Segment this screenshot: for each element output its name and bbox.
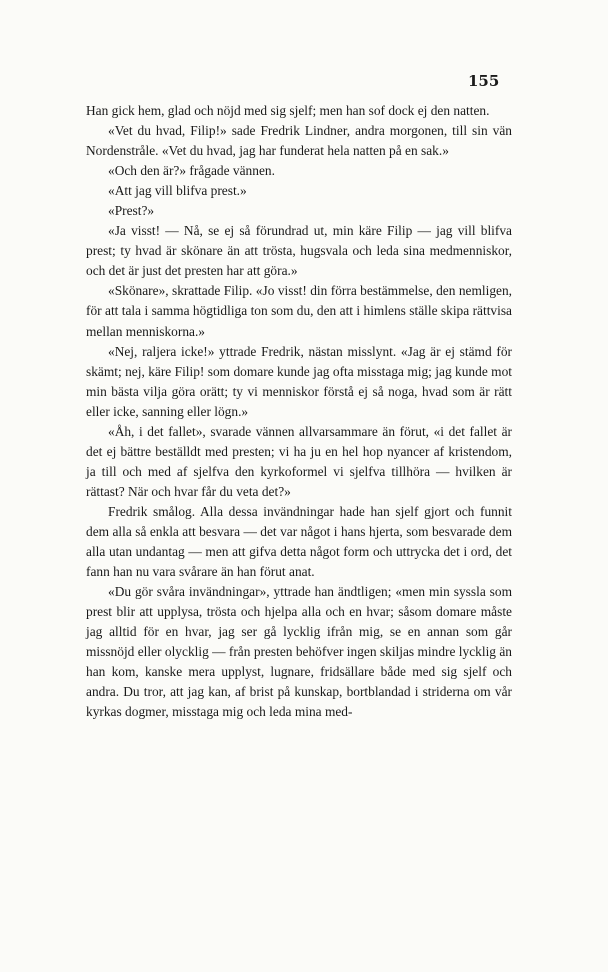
paragraph: «Skönare», skrattade Filip. «Jo visst! din förra bestämmelse, den nemligen, för att tala i samma högtidliga ton som du, den att i himlens ställe skipa rättvisa mellan menniskorna.» [86, 283, 512, 339]
paragraph: «Åh, i det fallet», svarade vännen allvarsammare än förut, «i det fallet är det ej bättre beställdt med presten; vi ha ju en hel hop nyancer af kristendom, ja till och med af sjelfva den kyrkoformel vi sjelfva tillhöra — hvilken är rättast? När och hvar får du veta det?» [86, 423, 512, 499]
paragraph: «Ja visst! — Nå, se ej så förundrad ut, min käre Filip — jag vill blifva prest; ty hvad är skönare än att trösta, hugsvala och leda sina medmenniskor, och det är just det presten har att göra.» [86, 223, 512, 279]
paragraph: Fredrik smålog. Alla dessa invändningar hade han sjelf gjort och funnit dem alla så enkla att besvara — det var något i hans hjerta, som besvarade dem alla utan undantag — men att gifva detta något form och uttrycka det i ord, det fann han nu vara svårare än han förut anat. [86, 503, 512, 580]
body-text [86, 101, 512, 722]
page-number: 155 [468, 72, 500, 90]
paragraph: «Prest?» [108, 203, 155, 219]
paragraph: Han gick hem, glad och nöjd med sig sjelf; men han sof dock ej den natten. [86, 103, 490, 118]
paragraph: «Nej, raljera icke!» yttrade Fredrik, nästan misslynt. «Jag är ej stämd för skämt; nej, käre Filip! som domare kunde jag ofta misstaga mig; jag kunde mot min bästa vilja göra orätt; ty vi menniskor förstå ej så noga, hvad som är rätt eller icke, sanning eller lögn.» [86, 343, 512, 419]
paragraph: «Vet du hvad, Filip!» sade Fredrik Lindner, andra morgonen, till sin vän Nordenstråle. «Vet du hvad, jag har funderat hela natten på en sak.» [86, 123, 512, 159]
paragraph: «Att jag vill blifva prest.» [108, 183, 247, 199]
paragraph: «Du gör svåra invändningar», yttrade han ändtligen; «men min syssla som prest blir att upplysa, trösta och hjelpa alla och en hvar; såsom domare måste jag alltid för en hvar, jag ser gå lycklig ifrån mig, se en annan som går missnöjd eller olycklig — från presten behöfver ingen skiljas mindre lycklig än han kom, kanske mera upplyst, lugnare, fridsällare både med sig sjelf och andra. Du tror, att jag kan, af brist på kunskap, bortblandad i striderna om vår kyrkas dogmer, misstaga mig och leda mina med- [86, 584, 512, 720]
paragraph: «Och den är?» frågade vännen. [108, 163, 275, 179]
